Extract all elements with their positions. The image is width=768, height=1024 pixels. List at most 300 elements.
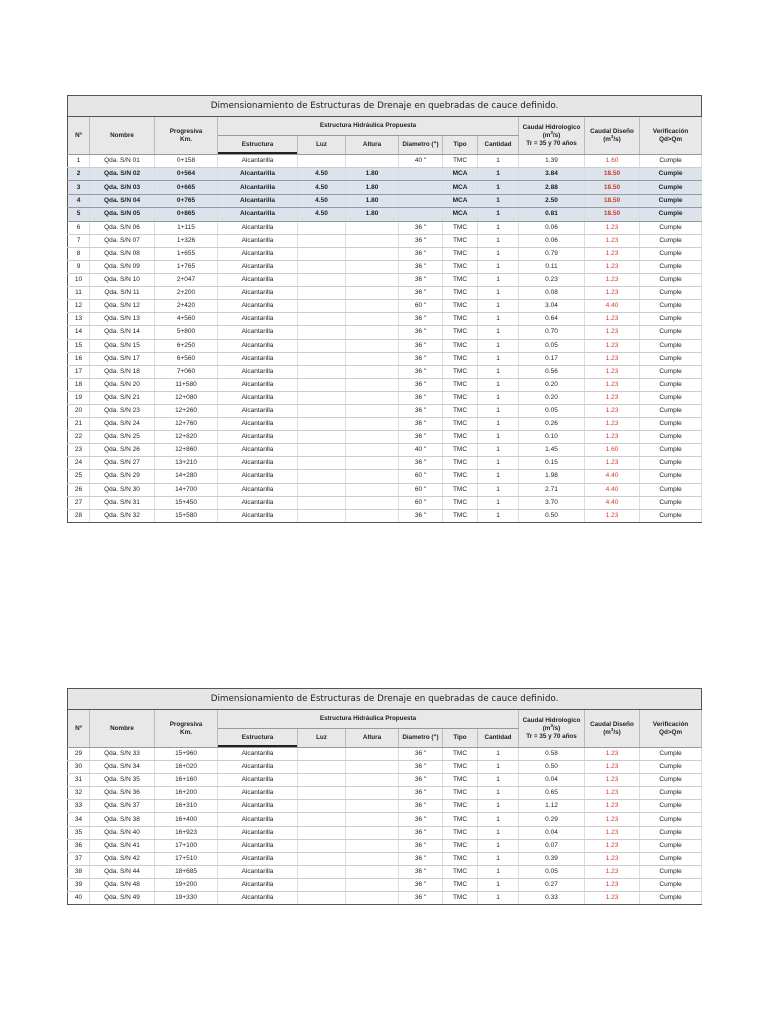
cell-caudal-hidrologico: 0.39 bbox=[519, 852, 585, 865]
cell-cantidad: 1 bbox=[478, 826, 519, 839]
cell-caudal-diseno: 1.23 bbox=[585, 826, 640, 839]
cell-diametro: 36 " bbox=[399, 509, 443, 522]
cell-caudal-diseno: 18.50 bbox=[585, 168, 640, 181]
cell-verificacion: Cumple bbox=[640, 878, 702, 891]
cell-estructura: Alcantarilla bbox=[218, 300, 298, 313]
cell-caudal-hidrologico: 0.17 bbox=[519, 352, 585, 365]
cell-caudal-diseno: 4.40 bbox=[585, 470, 640, 483]
cell-progresiva: 0+865 bbox=[155, 208, 218, 221]
table-row bbox=[68, 194, 702, 207]
table-row bbox=[68, 247, 702, 260]
header-caudal-d-line1: Caudal Diseño bbox=[590, 720, 634, 728]
cell-altura bbox=[346, 496, 399, 509]
cell-verificacion: Cumple bbox=[640, 457, 702, 470]
cell-progresiva: 17+510 bbox=[155, 852, 218, 865]
cell-caudal-hidrologico: 2.71 bbox=[519, 483, 585, 496]
cell-diametro: 36 " bbox=[399, 313, 443, 326]
cell-caudal-diseno: 18.50 bbox=[585, 181, 640, 194]
cell-nombre: Qda. S/N 30 bbox=[90, 483, 155, 496]
cell-verificacion: Cumple bbox=[640, 483, 702, 496]
cell-tipo: TMC bbox=[443, 496, 478, 509]
cell-tipo: TMC bbox=[443, 326, 478, 339]
table-row bbox=[68, 326, 702, 339]
cell-nombre: Qda. S/N 37 bbox=[90, 800, 155, 813]
cell-estructura: Alcantarilla bbox=[218, 748, 298, 761]
cell-luz bbox=[298, 483, 346, 496]
cell-num: 39 bbox=[68, 878, 90, 891]
cell-verificacion: Cumple bbox=[640, 813, 702, 826]
table-row bbox=[68, 457, 702, 470]
cell-caudal-hidrologico: 3.84 bbox=[519, 168, 585, 181]
cell-caudal-hidrologico: 0.56 bbox=[519, 365, 585, 378]
header-estructura-group: Estructura Hidráulica Propuesta bbox=[218, 710, 519, 729]
cell-caudal-hidrologico: 1.45 bbox=[519, 444, 585, 457]
cell-estructura: Alcantarilla bbox=[218, 287, 298, 300]
cell-altura bbox=[346, 260, 399, 273]
header-estructura: Estructura bbox=[218, 136, 298, 155]
table-body bbox=[68, 748, 702, 905]
cell-num: 2 bbox=[68, 168, 90, 181]
header-caudal-hidrologico bbox=[519, 117, 585, 155]
cell-estructura: Alcantarilla bbox=[218, 181, 298, 194]
cell-estructura: Alcantarilla bbox=[218, 352, 298, 365]
table-row bbox=[68, 287, 702, 300]
cell-tipo: TMC bbox=[443, 313, 478, 326]
cell-verificacion: Cumple bbox=[640, 313, 702, 326]
table-row bbox=[68, 221, 702, 234]
cell-diametro: 36 " bbox=[399, 761, 443, 774]
header-verif-line1: Verificación bbox=[652, 127, 689, 135]
cell-tipo: MCA bbox=[443, 181, 478, 194]
header-caudal-d-line1: Caudal Diseño bbox=[590, 127, 634, 135]
cell-num: 17 bbox=[68, 365, 90, 378]
cell-cantidad: 1 bbox=[478, 181, 519, 194]
cell-luz bbox=[298, 378, 346, 391]
cell-cantidad: 1 bbox=[478, 260, 519, 273]
cell-verificacion: Cumple bbox=[640, 194, 702, 207]
cell-altura bbox=[346, 892, 399, 905]
cell-cantidad: 1 bbox=[478, 234, 519, 247]
cell-progresiva: 14+280 bbox=[155, 470, 218, 483]
cell-diametro: 36 " bbox=[399, 839, 443, 852]
cell-altura bbox=[346, 404, 399, 417]
cell-cantidad: 1 bbox=[478, 339, 519, 352]
cell-diametro: 36 " bbox=[399, 391, 443, 404]
cell-estructura: Alcantarilla bbox=[218, 260, 298, 273]
table-row bbox=[68, 878, 702, 891]
header-nombre: Nombre bbox=[90, 117, 155, 155]
cell-cantidad: 1 bbox=[478, 800, 519, 813]
table-row bbox=[68, 300, 702, 313]
cell-verificacion: Cumple bbox=[640, 496, 702, 509]
cell-progresiva: 16+400 bbox=[155, 813, 218, 826]
header-caudal-h-line1: Caudal Hidrologico bbox=[522, 123, 581, 131]
cell-luz: 4.50 bbox=[298, 168, 346, 181]
cell-estructura: Alcantarilla bbox=[218, 826, 298, 839]
cell-nombre: Qda. S/N 05 bbox=[90, 208, 155, 221]
cell-nombre: Qda. S/N 02 bbox=[90, 168, 155, 181]
cell-num: 1 bbox=[68, 155, 90, 168]
cell-verificacion: Cumple bbox=[640, 260, 702, 273]
cell-diametro: 36 " bbox=[399, 852, 443, 865]
table-row bbox=[68, 313, 702, 326]
cell-cantidad: 1 bbox=[478, 418, 519, 431]
header-verif-line2: Qd>Qm bbox=[659, 728, 683, 736]
cell-nombre: Qda. S/N 04 bbox=[90, 194, 155, 207]
cell-altura bbox=[346, 352, 399, 365]
cell-luz bbox=[298, 800, 346, 813]
cell-verificacion: Cumple bbox=[640, 208, 702, 221]
table-row bbox=[68, 787, 702, 800]
cell-nombre: Qda. S/N 26 bbox=[90, 444, 155, 457]
cell-nombre: Qda. S/N 41 bbox=[90, 839, 155, 852]
cell-tipo: TMC bbox=[443, 852, 478, 865]
cell-tipo: TMC bbox=[443, 892, 478, 905]
cell-num: 25 bbox=[68, 470, 90, 483]
cell-diametro: 36 " bbox=[399, 326, 443, 339]
table-row bbox=[68, 813, 702, 826]
cell-verificacion: Cumple bbox=[640, 509, 702, 522]
cell-progresiva: 16+020 bbox=[155, 761, 218, 774]
cell-altura bbox=[346, 813, 399, 826]
table-row bbox=[68, 892, 702, 905]
cell-caudal-hidrologico: 0.20 bbox=[519, 378, 585, 391]
cell-estructura: Alcantarilla bbox=[218, 391, 298, 404]
cell-nombre: Qda. S/N 01 bbox=[90, 155, 155, 168]
cell-progresiva: 5+800 bbox=[155, 326, 218, 339]
cell-estructura: Alcantarilla bbox=[218, 339, 298, 352]
cell-cantidad: 1 bbox=[478, 457, 519, 470]
cell-caudal-hidrologico: 0.33 bbox=[519, 892, 585, 905]
cell-altura bbox=[346, 418, 399, 431]
header-caudal-d-line2: $(m^3/s)$ bbox=[603, 726, 621, 736]
cell-caudal-diseno: 1.23 bbox=[585, 787, 640, 800]
header-tipo: Tipo bbox=[443, 729, 478, 748]
cell-progresiva: 15+960 bbox=[155, 748, 218, 761]
cell-num: 29 bbox=[68, 748, 90, 761]
cell-nombre: Qda. S/N 33 bbox=[90, 748, 155, 761]
cell-caudal-hidrologico: 2.88 bbox=[519, 181, 585, 194]
cell-estructura: Alcantarilla bbox=[218, 813, 298, 826]
cell-cantidad: 1 bbox=[478, 274, 519, 287]
header-caudal-hidrologico bbox=[519, 710, 585, 748]
cell-tipo: TMC bbox=[443, 509, 478, 522]
cell-caudal-hidrologico: 0.79 bbox=[519, 247, 585, 260]
cell-num: 23 bbox=[68, 444, 90, 457]
cell-num: 31 bbox=[68, 774, 90, 787]
cell-num: 15 bbox=[68, 339, 90, 352]
cell-tipo: TMC bbox=[443, 865, 478, 878]
cell-luz bbox=[298, 761, 346, 774]
cell-caudal-hidrologico: 0.70 bbox=[519, 326, 585, 339]
header-caudal-h-line1: Caudal Hidrologico bbox=[522, 716, 581, 724]
cell-altura: 1.80 bbox=[346, 181, 399, 194]
cell-caudal-hidrologico: 0.64 bbox=[519, 313, 585, 326]
cell-caudal-diseno: 1.23 bbox=[585, 748, 640, 761]
cell-nombre: Qda. S/N 27 bbox=[90, 457, 155, 470]
cell-tipo: TMC bbox=[443, 352, 478, 365]
cell-diametro: 40 " bbox=[399, 444, 443, 457]
cell-luz bbox=[298, 431, 346, 444]
cell-diametro: 36 " bbox=[399, 774, 443, 787]
cell-nombre: Qda. S/N 03 bbox=[90, 181, 155, 194]
cell-tipo: TMC bbox=[443, 234, 478, 247]
cell-luz bbox=[298, 852, 346, 865]
cell-diametro bbox=[399, 208, 443, 221]
cell-progresiva: 0+158 bbox=[155, 155, 218, 168]
cell-tipo: TMC bbox=[443, 155, 478, 168]
cell-verificacion: Cumple bbox=[640, 470, 702, 483]
cell-verificacion: Cumple bbox=[640, 865, 702, 878]
cell-num: 27 bbox=[68, 496, 90, 509]
cell-num: 4 bbox=[68, 194, 90, 207]
table-row bbox=[68, 155, 702, 168]
cell-caudal-diseno: 4.40 bbox=[585, 483, 640, 496]
cell-cantidad: 1 bbox=[478, 878, 519, 891]
cell-estructura: Alcantarilla bbox=[218, 800, 298, 813]
header-diametro: Diametro (") bbox=[399, 729, 443, 748]
cell-caudal-hidrologico: 0.29 bbox=[519, 813, 585, 826]
cell-altura bbox=[346, 444, 399, 457]
cell-nombre: Qda. S/N 18 bbox=[90, 365, 155, 378]
cell-caudal-hidrologico: 0.26 bbox=[519, 418, 585, 431]
cell-estructura: Alcantarilla bbox=[218, 365, 298, 378]
cell-progresiva: 13+210 bbox=[155, 457, 218, 470]
cell-nombre: Qda. S/N 17 bbox=[90, 352, 155, 365]
cell-estructura: Alcantarilla bbox=[218, 168, 298, 181]
cell-tipo: TMC bbox=[443, 431, 478, 444]
cell-caudal-diseno: 1.23 bbox=[585, 404, 640, 417]
cell-estructura: Alcantarilla bbox=[218, 313, 298, 326]
cell-tipo: MCA bbox=[443, 168, 478, 181]
cell-num: 9 bbox=[68, 260, 90, 273]
cell-verificacion: Cumple bbox=[640, 181, 702, 194]
cell-luz: 4.50 bbox=[298, 208, 346, 221]
cell-diametro: 36 " bbox=[399, 352, 443, 365]
header-progresiva-line1: Progresiva bbox=[169, 720, 203, 728]
cell-caudal-hidrologico: 0.05 bbox=[519, 404, 585, 417]
cell-estructura: Alcantarilla bbox=[218, 878, 298, 891]
table-row bbox=[68, 365, 702, 378]
cell-cantidad: 1 bbox=[478, 748, 519, 761]
header-caudal-h-line2: $(m^3/s)$ bbox=[542, 129, 561, 139]
cell-diametro: 36 " bbox=[399, 878, 443, 891]
cell-tipo: TMC bbox=[443, 300, 478, 313]
cell-caudal-diseno: 1.23 bbox=[585, 800, 640, 813]
cell-luz: 4.50 bbox=[298, 181, 346, 194]
cell-altura bbox=[346, 313, 399, 326]
cell-cantidad: 1 bbox=[478, 365, 519, 378]
table-row bbox=[68, 509, 702, 522]
cell-verificacion: Cumple bbox=[640, 221, 702, 234]
cell-verificacion: Cumple bbox=[640, 287, 702, 300]
cell-caudal-diseno: 4.40 bbox=[585, 300, 640, 313]
header-luz: Luz bbox=[298, 729, 346, 748]
cell-cantidad: 1 bbox=[478, 444, 519, 457]
cell-tipo: TMC bbox=[443, 391, 478, 404]
cell-altura bbox=[346, 878, 399, 891]
cell-nombre: Qda. S/N 20 bbox=[90, 378, 155, 391]
table-row bbox=[68, 496, 702, 509]
cell-progresiva: 1+765 bbox=[155, 260, 218, 273]
cell-luz bbox=[298, 234, 346, 247]
cell-caudal-hidrologico: 0.05 bbox=[519, 339, 585, 352]
cell-verificacion: Cumple bbox=[640, 431, 702, 444]
cell-caudal-hidrologico: 0.81 bbox=[519, 208, 585, 221]
cell-progresiva: 16+200 bbox=[155, 787, 218, 800]
header-altura: Altura bbox=[346, 136, 399, 155]
cell-nombre: Qda. S/N 07 bbox=[90, 234, 155, 247]
cell-cantidad: 1 bbox=[478, 155, 519, 168]
cell-altura bbox=[346, 826, 399, 839]
cell-num: 32 bbox=[68, 787, 90, 800]
cell-cantidad: 1 bbox=[478, 470, 519, 483]
cell-estructura: Alcantarilla bbox=[218, 208, 298, 221]
cell-caudal-hidrologico: 0.07 bbox=[519, 839, 585, 852]
cell-cantidad: 1 bbox=[478, 313, 519, 326]
cell-luz bbox=[298, 496, 346, 509]
cell-progresiva: 1+655 bbox=[155, 247, 218, 260]
cell-diametro: 36 " bbox=[399, 247, 443, 260]
cell-caudal-diseno: 1.23 bbox=[585, 892, 640, 905]
cell-altura bbox=[346, 234, 399, 247]
cell-nombre: Qda. S/N 08 bbox=[90, 247, 155, 260]
cell-nombre: Qda. S/N 25 bbox=[90, 431, 155, 444]
cell-verificacion: Cumple bbox=[640, 852, 702, 865]
cell-verificacion: Cumple bbox=[640, 418, 702, 431]
cell-caudal-diseno: 1.23 bbox=[585, 326, 640, 339]
table-row bbox=[68, 839, 702, 852]
cell-progresiva: 12+820 bbox=[155, 431, 218, 444]
cell-estructura: Alcantarilla bbox=[218, 787, 298, 800]
table-row bbox=[68, 865, 702, 878]
cell-verificacion: Cumple bbox=[640, 247, 702, 260]
cell-cantidad: 1 bbox=[478, 865, 519, 878]
table-row bbox=[68, 483, 702, 496]
header-progresiva-line1: Progresiva bbox=[169, 127, 203, 135]
cell-nombre: Qda. S/N 36 bbox=[90, 787, 155, 800]
cell-progresiva: 19+200 bbox=[155, 878, 218, 891]
cell-caudal-hidrologico: 0.04 bbox=[519, 774, 585, 787]
cell-cantidad: 1 bbox=[478, 168, 519, 181]
cell-altura bbox=[346, 509, 399, 522]
cell-caudal-hidrologico: 0.05 bbox=[519, 865, 585, 878]
cell-caudal-hidrologico: 0.65 bbox=[519, 787, 585, 800]
cell-luz bbox=[298, 457, 346, 470]
table-row bbox=[68, 260, 702, 273]
cell-progresiva: 14+700 bbox=[155, 483, 218, 496]
cell-cantidad: 1 bbox=[478, 352, 519, 365]
cell-progresiva: 2+047 bbox=[155, 274, 218, 287]
cell-luz bbox=[298, 418, 346, 431]
cell-diametro: 36 " bbox=[399, 221, 443, 234]
cell-progresiva: 17+100 bbox=[155, 839, 218, 852]
table-row bbox=[68, 470, 702, 483]
cell-caudal-diseno: 1.23 bbox=[585, 260, 640, 273]
cell-altura: 1.80 bbox=[346, 168, 399, 181]
cell-diametro: 60 " bbox=[399, 496, 443, 509]
cell-caudal-hidrologico: 2.50 bbox=[519, 194, 585, 207]
table-row bbox=[68, 431, 702, 444]
cell-verificacion: Cumple bbox=[640, 391, 702, 404]
cell-caudal-diseno: 1.23 bbox=[585, 339, 640, 352]
cell-caudal-hidrologico: 0.06 bbox=[519, 234, 585, 247]
header-luz: Luz bbox=[298, 136, 346, 155]
cell-num: 34 bbox=[68, 813, 90, 826]
cell-nombre: Qda. S/N 31 bbox=[90, 496, 155, 509]
cell-luz bbox=[298, 155, 346, 168]
cell-caudal-diseno: 1.23 bbox=[585, 878, 640, 891]
cell-caudal-hidrologico: 0.50 bbox=[519, 761, 585, 774]
cell-num: 13 bbox=[68, 313, 90, 326]
cell-cantidad: 1 bbox=[478, 852, 519, 865]
cell-diametro: 36 " bbox=[399, 404, 443, 417]
cell-tipo: TMC bbox=[443, 748, 478, 761]
header-estructura-group: Estructura Hidráulica Propuesta bbox=[218, 117, 519, 136]
cell-diametro: 36 " bbox=[399, 234, 443, 247]
cell-altura bbox=[346, 221, 399, 234]
cell-progresiva: 11+580 bbox=[155, 378, 218, 391]
cell-tipo: TMC bbox=[443, 444, 478, 457]
cell-progresiva: 6+560 bbox=[155, 352, 218, 365]
cell-nombre: Qda. S/N 42 bbox=[90, 852, 155, 865]
cell-diametro: 36 " bbox=[399, 748, 443, 761]
cell-caudal-diseno: 1.23 bbox=[585, 365, 640, 378]
cell-nombre: Qda. S/N 38 bbox=[90, 813, 155, 826]
cell-luz bbox=[298, 404, 346, 417]
cell-diametro: 40 " bbox=[399, 155, 443, 168]
cell-luz bbox=[298, 813, 346, 826]
cell-cantidad: 1 bbox=[478, 483, 519, 496]
cell-cantidad: 1 bbox=[478, 787, 519, 800]
cell-diametro: 36 " bbox=[399, 274, 443, 287]
cell-altura bbox=[346, 457, 399, 470]
cell-caudal-hidrologico: 0.50 bbox=[519, 509, 585, 522]
cell-diametro: 36 " bbox=[399, 787, 443, 800]
cell-diametro: 60 " bbox=[399, 483, 443, 496]
cell-nombre: Qda. S/N 12 bbox=[90, 300, 155, 313]
table-row bbox=[68, 748, 702, 761]
table-row bbox=[68, 404, 702, 417]
cell-estructura: Alcantarilla bbox=[218, 274, 298, 287]
cell-tipo: TMC bbox=[443, 378, 478, 391]
cell-estructura: Alcantarilla bbox=[218, 761, 298, 774]
cell-estructura: Alcantarilla bbox=[218, 457, 298, 470]
cell-num: 19 bbox=[68, 391, 90, 404]
table-title: Dimensionamiento de Estructuras de Drenaje en quebradas de cauce definido. bbox=[68, 96, 702, 117]
cell-tipo: TMC bbox=[443, 274, 478, 287]
cell-luz bbox=[298, 748, 346, 761]
structures-table bbox=[67, 95, 702, 523]
cell-progresiva: 2+420 bbox=[155, 300, 218, 313]
cell-altura: 1.80 bbox=[346, 194, 399, 207]
cell-caudal-diseno: 1.23 bbox=[585, 761, 640, 774]
cell-diametro: 36 " bbox=[399, 892, 443, 905]
table-title: Dimensionamiento de Estructuras de Drenaje en quebradas de cauce definido. bbox=[68, 689, 702, 710]
cell-nombre: Qda. S/N 10 bbox=[90, 274, 155, 287]
cell-verificacion: Cumple bbox=[640, 155, 702, 168]
cell-verificacion: Cumple bbox=[640, 300, 702, 313]
header-caudal-h-line3: Tr = 35 y 70 años bbox=[526, 732, 577, 740]
cell-luz bbox=[298, 839, 346, 852]
cell-estructura: Alcantarilla bbox=[218, 470, 298, 483]
cell-caudal-diseno: 1.23 bbox=[585, 234, 640, 247]
cell-caudal-diseno: 1.23 bbox=[585, 287, 640, 300]
cell-nombre: Qda. S/N 21 bbox=[90, 391, 155, 404]
cell-caudal-hidrologico: 0.06 bbox=[519, 221, 585, 234]
cell-estructura: Alcantarilla bbox=[218, 483, 298, 496]
cell-estructura: Alcantarilla bbox=[218, 774, 298, 787]
